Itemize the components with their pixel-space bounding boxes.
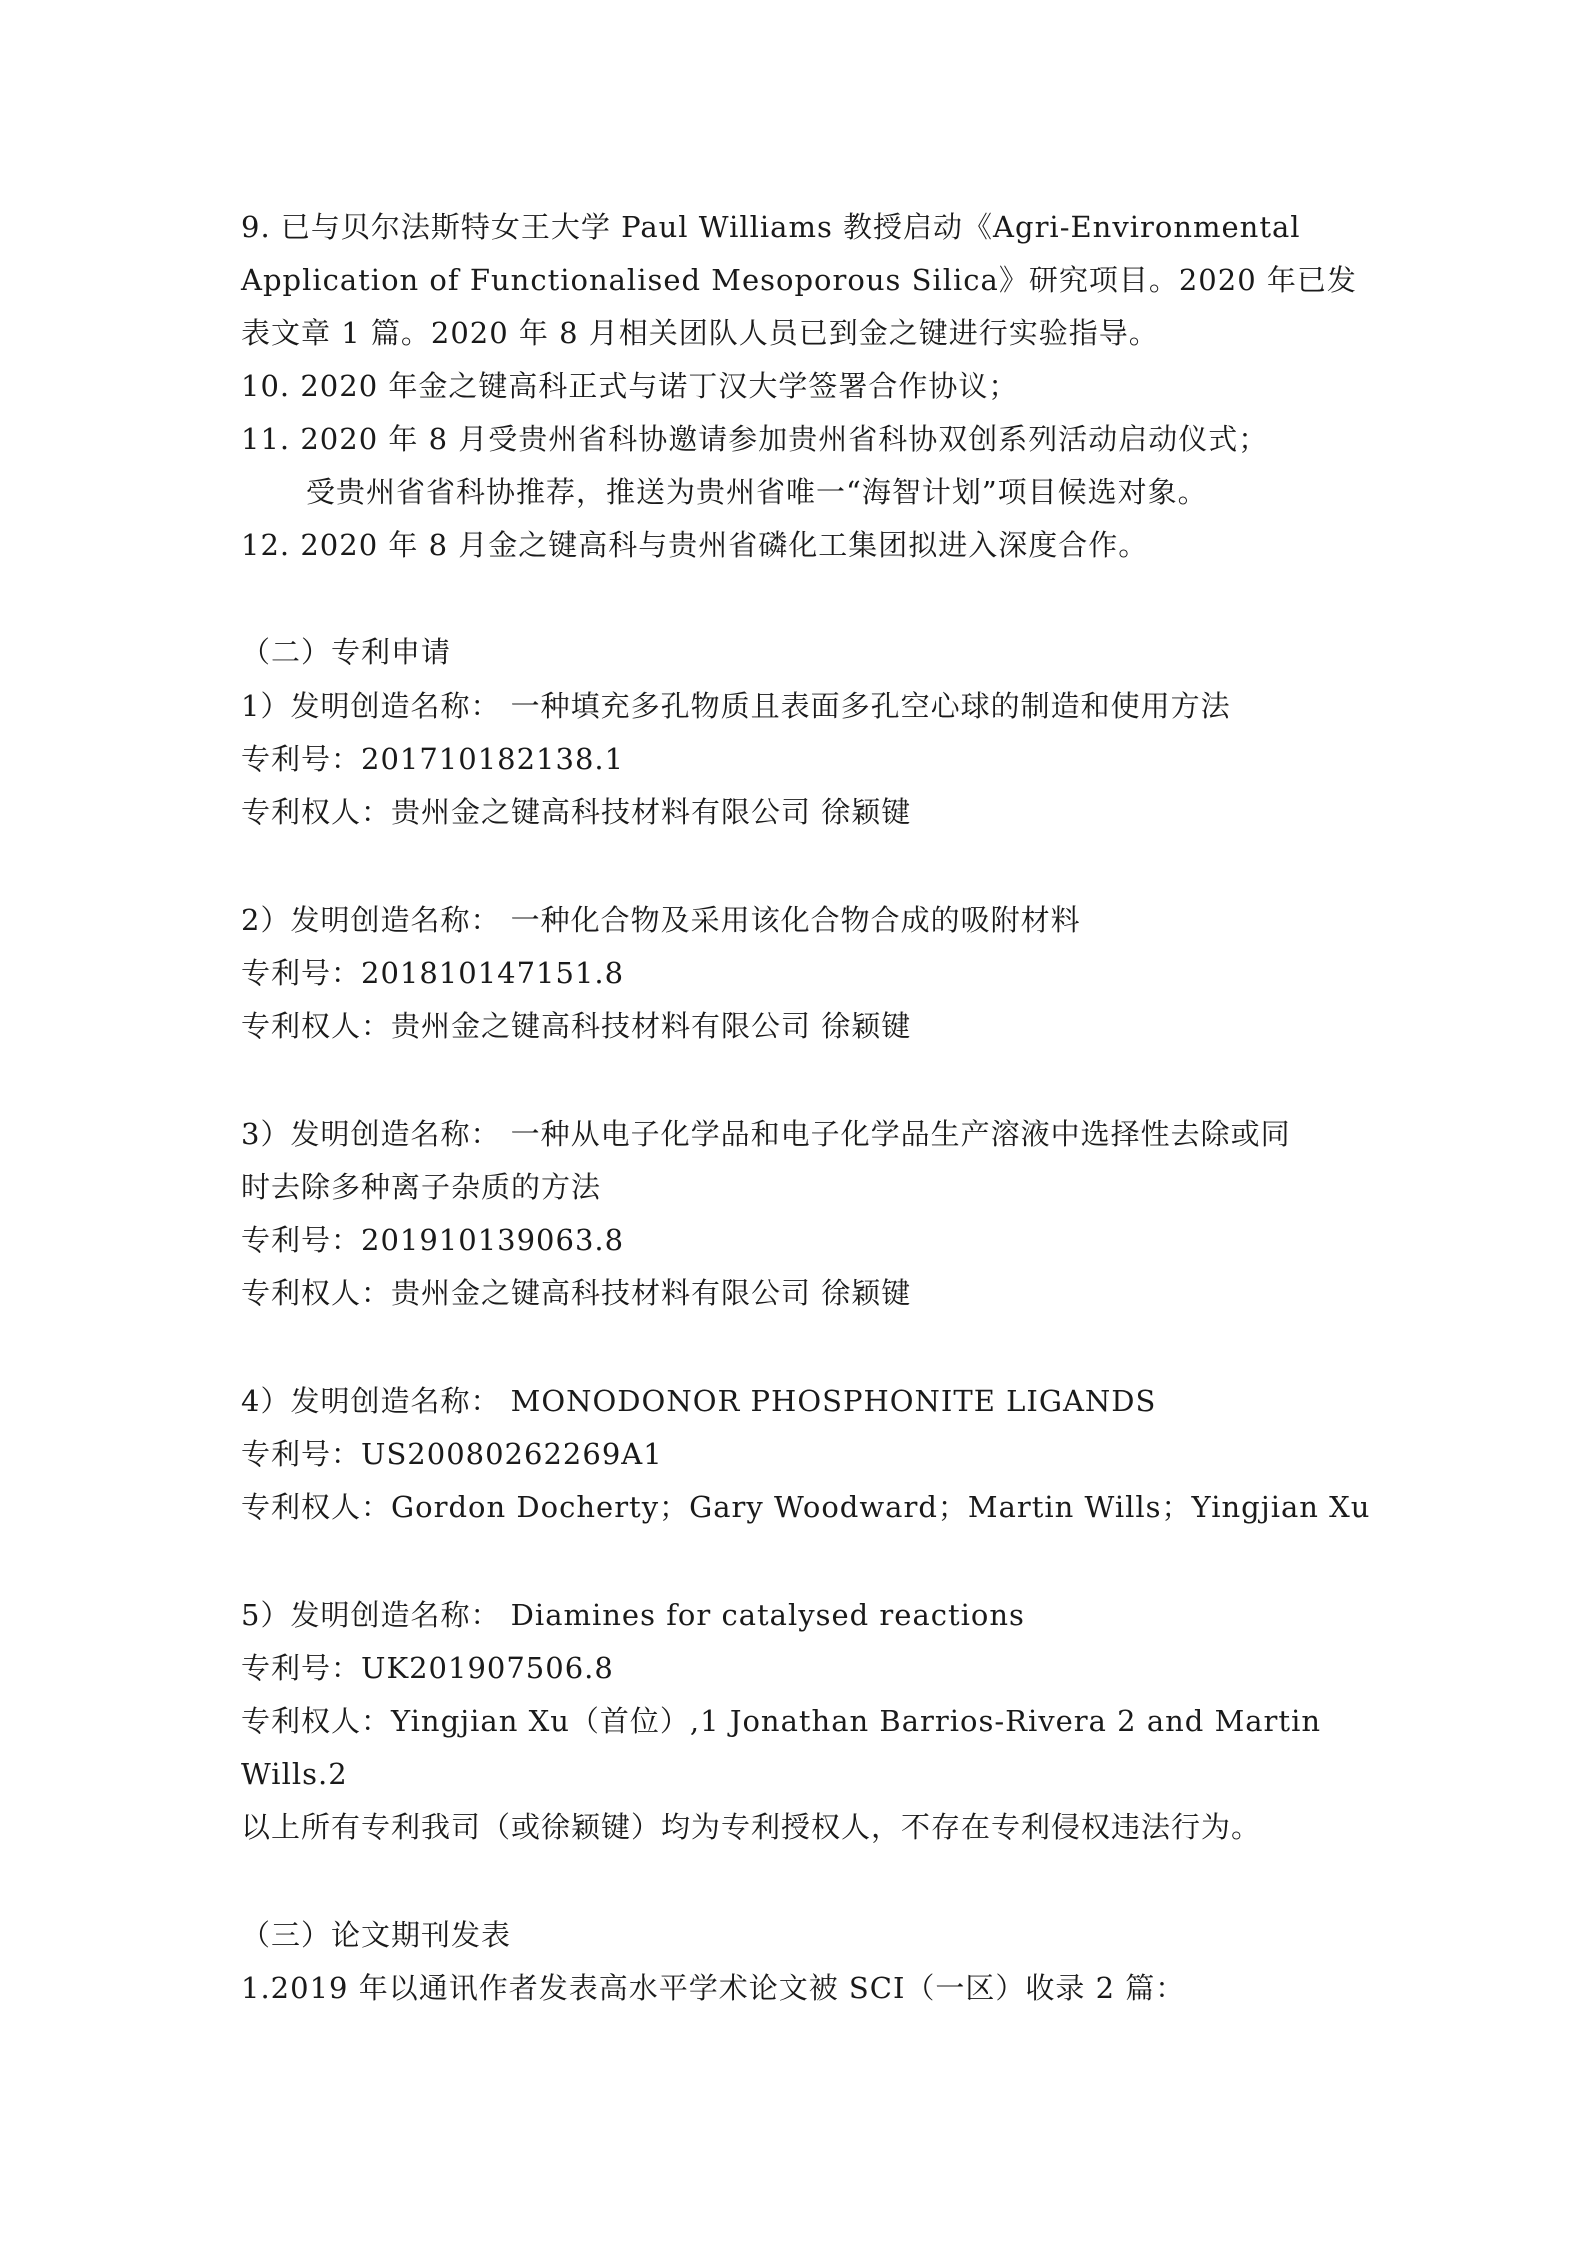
patent-4-name: 4）发明创造名称： MONODONOR PHOSPHONITE LIGANDS <box>241 1384 1157 1418</box>
patent-2-name: 2）发明创造名称： 一种化合物及采用该化合物合成的吸附材料 <box>241 903 1081 937</box>
list-item-11-line-1: 11. 2020 年 8 月受贵州省科协邀请参加贵州省科协双创系列活动启动仪式； <box>241 422 1269 456</box>
list-item-10: 10. 2020 年金之键高科正式与诺丁汉大学签署合作协议； <box>241 369 1019 403</box>
patents-note: 以上所有专利我司（或徐颖键）均为专利授权人，不存在专利侵权违法行为。 <box>241 1810 1262 1844</box>
section-heading-papers: （三）论文期刊发表 <box>241 1918 512 1952</box>
list-item-9-line-2: Application of Functionalised Mesoporous Silica》研究项目。2020 年已发 <box>241 263 1357 297</box>
patent-5-number: 专利号：UK201907506.8 <box>241 1651 614 1685</box>
patent-2-owner: 专利权人：贵州金之键高科技材料有限公司 徐颖键 <box>241 1009 912 1043</box>
list-item-9-line-1: 9. 已与贝尔法斯特女王大学 Paul Williams 教授启动《Agri-Environmental <box>241 210 1301 244</box>
patent-1-name: 1）发明创造名称： 一种填充多孔物质且表面多孔空心球的制造和使用方法 <box>241 689 1231 723</box>
patent-2-number: 专利号：201810147151.8 <box>241 956 625 990</box>
list-item-9-line-3: 表文章 1 篇。2020 年 8 月相关团队人员已到金之键进行实验指导。 <box>241 316 1159 350</box>
patent-1-owner: 专利权人：贵州金之键高科技材料有限公司 徐颖键 <box>241 795 912 829</box>
patent-4-number: 专利号：US20080262269A1 <box>241 1437 663 1471</box>
papers-line-1: 1.2019 年以通讯作者发表高水平学术论文被 SCI（一区）收录 2 篇： <box>241 1971 1186 2005</box>
patent-3-name-cont: 时去除多种离子杂质的方法 <box>241 1170 602 1204</box>
patent-5-name: 5）发明创造名称： Diamines for catalysed reactions <box>241 1598 1025 1632</box>
patent-3-owner: 专利权人：贵州金之键高科技材料有限公司 徐颖键 <box>241 1276 912 1310</box>
list-item-12: 12. 2020 年 8 月金之键高科与贵州省磷化工集团拟进入深度合作。 <box>241 528 1149 562</box>
patent-5-owner-cont: Wills.2 <box>241 1757 348 1791</box>
patent-3-name: 3）发明创造名称： 一种从电子化学品和电子化学品生产溶液中选择性去除或同 <box>241 1117 1291 1151</box>
patent-3-number: 专利号：201910139063.8 <box>241 1223 625 1257</box>
patent-4-owner: 专利权人：Gordon Docherty；Gary Woodward；Martin Wills；Yingjian Xu <box>241 1490 1371 1524</box>
patent-5-owner: 专利权人：Yingjian Xu（首位）,1 Jonathan Barrios-Rivera 2 and Martin <box>241 1704 1322 1738</box>
section-heading-patents: （二）专利申请 <box>241 635 452 669</box>
list-item-11-line-2: 受贵州省省科协推荐，推送为贵州省唯一“海智计划”项目候选对象。 <box>306 475 1208 509</box>
patent-1-number: 专利号：201710182138.1 <box>241 742 625 776</box>
